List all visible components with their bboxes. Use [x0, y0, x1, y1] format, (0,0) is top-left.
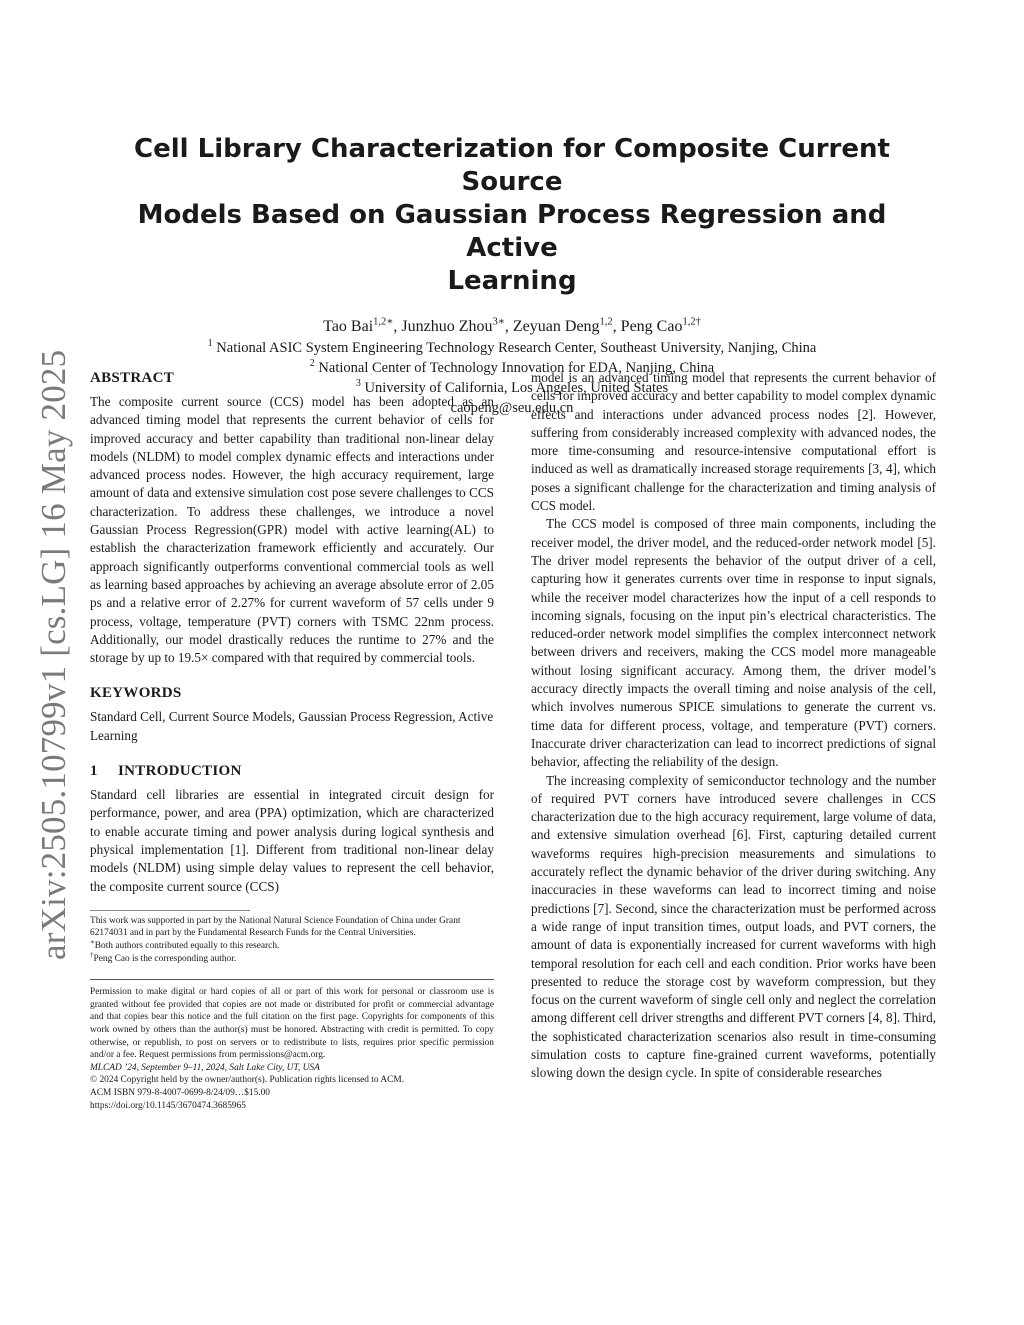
author-affiliation-mark: 1,2†	[682, 316, 701, 328]
footnote-funding: This work was supported in part by the National Natural Science Foundation of China under Grant 62174031 and in part by the Fundamental Research Funds for the Central Universities.	[90, 915, 461, 939]
introduction-paragraph: model is an advanced timing model that represents the current behavior of cells for improved accuracy and better capability to model complex dynamic effects and interactions under advanced process nodes [2]. However, suffering from considerably increased complexity with advanced nodes, the more time-consuming and resource-intensive computational effort is induced as well as dramatically increased storage requirements [3, 4], which poses a significant challenge for the characterization and timing analysis of CCS model.	[531, 370, 936, 514]
affiliation-mark: 1	[207, 338, 213, 350]
affiliation-text: National Center of Technology Innovation for EDA, Nanjing, China	[318, 360, 715, 376]
footnote-text: Both authors contributed equally to this research.	[94, 941, 280, 952]
author-list: Tao Bai$^{1,2∗}$, Junzhuo Zhou$^{3∗}$, Zeyuan Deng$^{1,2}$, Peng Cao$^{1,2\dagger}$	[323, 316, 701, 335]
author-name: Zeyuan Deng	[512, 318, 600, 335]
permission-block	[90, 979, 494, 1112]
introduction-paragraph: The CCS model is composed of three main components, including the receiver model, the driver model, and the reduced-order network model [5]. The driver model represents the behavior of the output driver of a cell, capturing how it generates currents over time in response to input signals, while the receiver model characterizes how the input of a cell responds to incoming signals, focusing on the input pin’s electrical characteristics. The reduced-order network model simplifies the complex interconnect network between drivers and receivers, making the CCS model more manageable without losing significant accuracy. Among them, the driver model’s accuracy directly impacts the overall timing and noise analysis of the cell, which involves numerous SPICE simulations to generate the current vs. time data for different process, voltage, and temperature (PVT) corners. Inaccurate driver characterization can lead to incorrect predictions of signal behavior, affecting the reliability of the design.	[531, 516, 936, 770]
affiliation-mark: 2	[309, 358, 315, 370]
affiliation-text: University of California, Los Angeles, United States	[364, 380, 669, 396]
author-affiliation-mark: 3∗	[492, 316, 505, 328]
title-line: Cell Library Characterization for Composite Current Source	[134, 134, 890, 197]
left-column	[90, 368, 494, 1112]
title-line: Models Based on Gaussian Process Regression and Active	[137, 200, 887, 263]
keywords-heading: KEYWORDS	[90, 685, 182, 702]
introduction-paragraph: The increasing complexity of semiconductor technology and the number of required PVT corners have introduced severe challenges in CCS characterization due to the high accuracy requirement, large volume of data, and extensive simulation overhead [6]. First, capturing detailed current waveforms requires high-precision measurements and simulations to accurately reflect the dynamic behavior of the driver during switching. Any inaccuracies in these waveforms can lead to incorrect timing and noise predictions [7]. Second, since the characterization must be performed across a wide range of input transition times, output loads, and PVT corners, the amount of data is exponentially increased for current waveforms with high temporal resolution for each cell and each condition. Prior works have been presented to reduce the storage cost by waveform compression, but they focus on the current waveform of single cell only and neglect the correlation among different cell driver strengths and different PVT corners [4, 8]. Third, the sophisticated characterization scenarios also result in time-consuming simulation costs to capture fine-grained current waveforms, potentially slowing down the design cycle. In spite of considerable researches	[531, 772, 936, 1081]
isbn-line: ACM ISBN 979-8-4007-0699-8/24/09…$15.00	[90, 1087, 270, 1098]
affiliation-mark: 3	[355, 378, 361, 390]
affiliation-text: National ASIC System Engineering Technology Research Center, Southeast University, Nanjing, China	[216, 340, 817, 356]
footnote-corresponding-author	[90, 950, 494, 966]
author-name: Tao Bai	[323, 318, 374, 335]
footnote-text: Peng Cao is the corresponding author.	[93, 953, 237, 964]
author-affiliation-mark: 1,2	[599, 316, 613, 328]
footnote-mark: †	[90, 950, 94, 959]
affiliation	[100, 338, 924, 358]
title-line: Learning	[447, 266, 577, 296]
conference-line: MLCAD ’24, September 9–11, 2024, Salt Lake City, UT, USA	[90, 1062, 320, 1073]
footnotes	[90, 915, 494, 965]
right-column	[531, 369, 936, 1083]
abstract-text: The composite current source (CCS) model has been adopted as an advanced timing model that represents the current behavior of cells for improved accuracy and better capability than traditional non-linear delay models (NLDM) to model complex dynamic effects and interactions under advanced process nodes. However, the high accuracy requirement, large amount of data and extensive simulation cost pose severe challenges to CCS characterization. To address these challenges, we introduce a novel Gaussian Process Regression(GPR) model with active learning(AL) to establish the characterization framework efficiently and accurately. Our approach significantly outperforms conventional commercial tools as well as learning based approaches by achieving an average absolute error of 2.05 ps and a relative error of 2.27% for current waveform of 57 cells under 9 process, voltage, temperature (PVT) corners with TSMC 22nm process. Additionally, our model drastically reduces the runtime to 27% and the storage by up to 19.5× compared with that required by commercial tools.	[90, 394, 494, 666]
paper-title	[100, 133, 924, 298]
introduction-heading	[90, 761, 494, 781]
footnote-equal-contribution	[90, 937, 494, 953]
permission-text: Permission to make digital or hard copies of all or part of this work for personal or classroom use is granted without fee provided that copies are not made or distributed for profit or commercial advantage and that copies bear this notice and the full citation on the first page. Copyrights for components of this work owned by others than the author(s) must be honored. Abstracting with credit is permitted. To copy otherwise, or republish, to post on servers or to redistribute to lists, requires prior specific permission and/or a fee. Request permissions from permissions@acm.org.	[90, 987, 494, 1061]
keywords-text: Standard Cell, Current Source Models, Gaussian Process Regression, Active Learning	[90, 709, 494, 743]
contact-email[interactable]: caopeng@seu.edu.cn	[450, 400, 574, 416]
abstract-heading: ABSTRACT	[90, 370, 175, 386]
copyright-line: © 2024 Copyright held by the owner/author(s). Publication rights licensed to ACM.	[90, 1075, 405, 1086]
author-affiliation-mark: 1,2∗	[373, 316, 394, 328]
section-title: INTRODUCTION	[118, 763, 242, 780]
author-name: Peng Cao	[620, 318, 683, 335]
introduction-text-left: Standard cell libraries are essential in integrated circuit design for performance, power, and area (PPA) optimization, which are characterized to enable accurate timing and power analysis during logical synthesis and physical implementation [1]. Different from traditional non-linear delay models (NLDM) using simple delay values to represent the cell behavior, the composite current source (CCS)	[90, 787, 494, 894]
arxiv-identifier: arXiv:2505.10799v1 [cs.LG] 16 May 2025	[34, 349, 73, 960]
footnote-mark: ∗	[90, 937, 95, 946]
doi-link[interactable]: https://doi.org/10.1145/3670474.3685965	[90, 1100, 246, 1111]
author-name: Junzhuo Zhou	[401, 318, 493, 335]
section-number: 1	[90, 763, 98, 780]
